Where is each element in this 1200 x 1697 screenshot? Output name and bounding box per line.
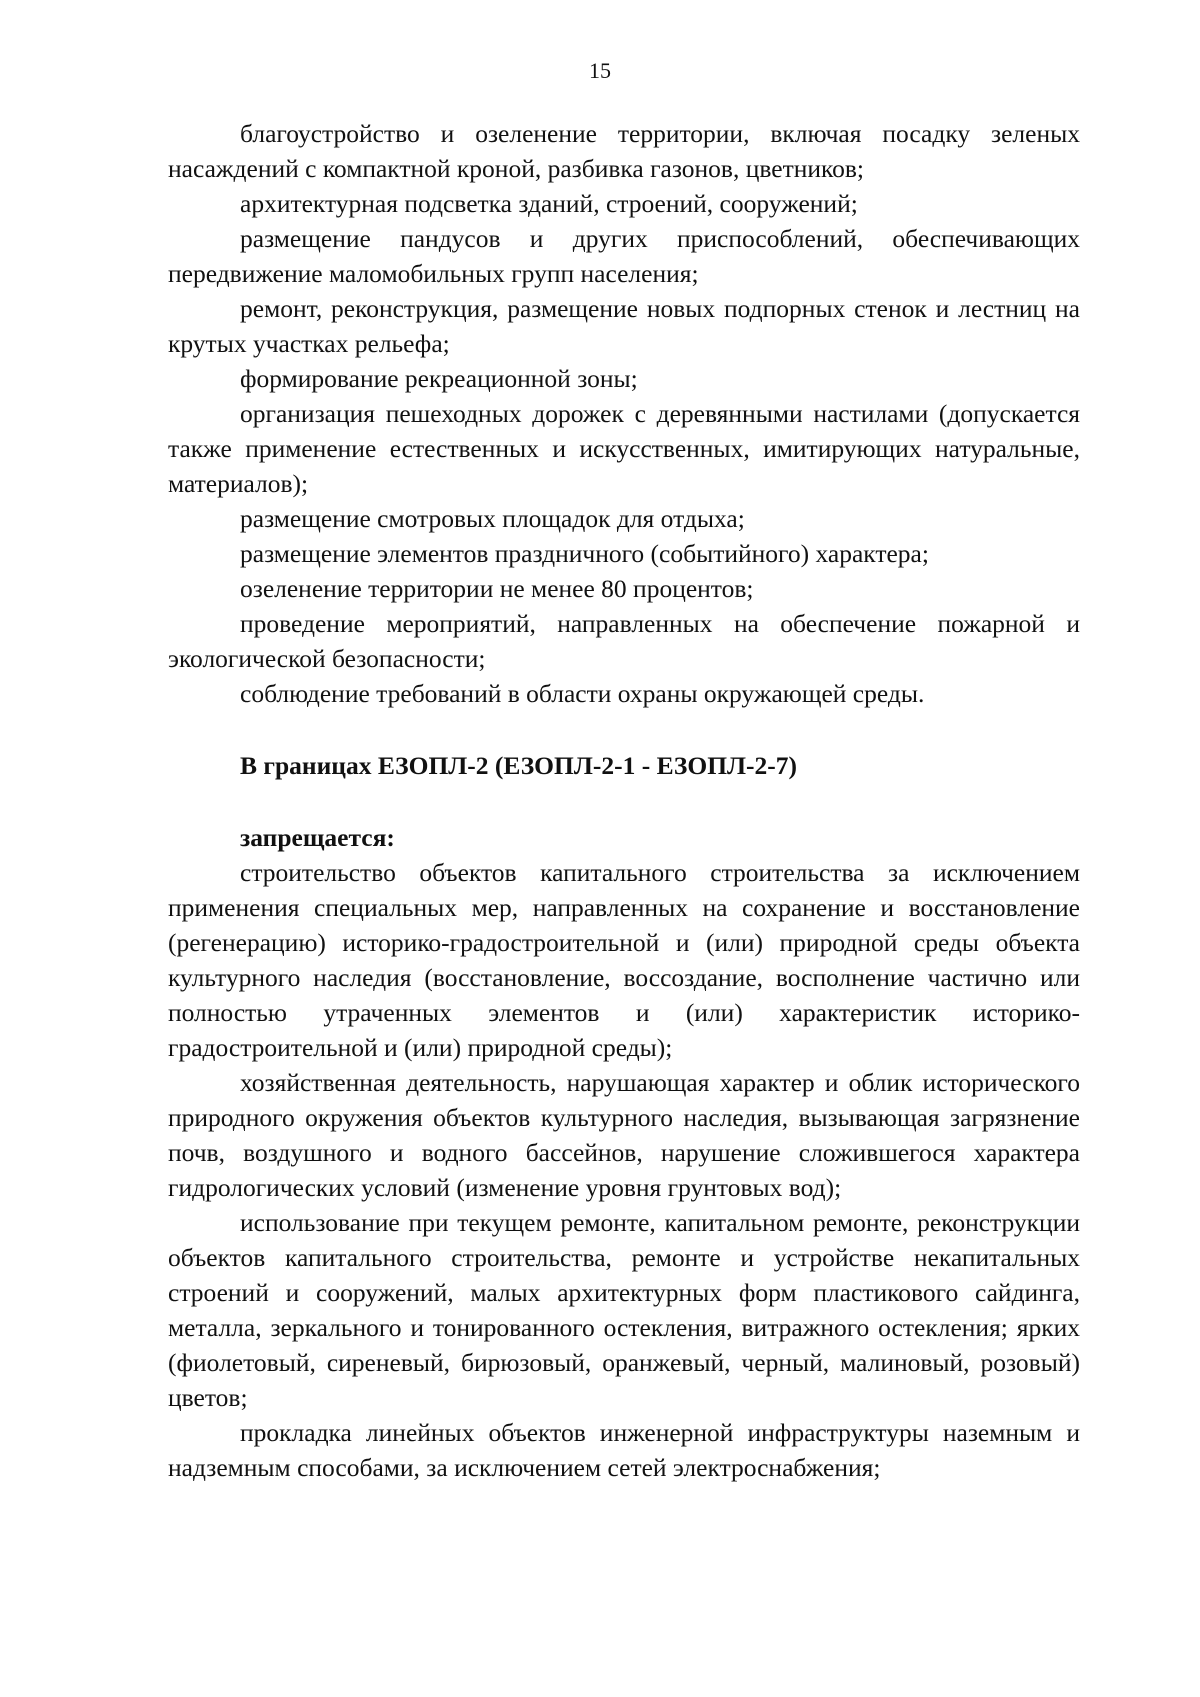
paragraph-pedestrian-paths: организация пешеходных дорожек с деревянными настилами (допускается также применение естественных и искусственных, имитирующих натуральные, материалов); — [168, 399, 1080, 498]
section-heading: В границах ЕЗОПЛ-2 (ЕЗОПЛ-2-1 - ЕЗОПЛ-2-7) — [240, 751, 798, 780]
paragraph-safety-measures: проведение мероприятий, направленных на обеспечение пожарной и экологической безопасности; — [168, 609, 1080, 673]
paragraph-recreation-zone: формирование рекреационной зоны; — [240, 364, 638, 393]
paragraph-ramps: размещение пандусов и других приспособлений, обеспечивающих передвижение маломобильных групп населения; — [168, 224, 1080, 288]
paragraph-viewing-platforms: размещение смотровых площадок для отдыха; — [240, 504, 745, 533]
paragraph-environmental-requirements: соблюдение требований в области охраны окружающей среды. — [240, 679, 925, 708]
page-number: 15 — [589, 58, 611, 83]
paragraph-construction-prohibited: строительство объектов капитального строительства за исключением применения специальных мер, направленных на сохранение и восстановление (регенерацию) историко-градостроительной и (или) природной среды объекта культурного наследия (восстановление, воссоздание, восполнение частично или полностью утраченных элементов и (или) характеристик историко-градостроительной и (или) природной среды); — [168, 858, 1080, 1062]
paragraph-greening: озеленение территории не менее 80 процентов; — [240, 574, 754, 603]
prohibited-subheading: запрещается: — [240, 823, 395, 852]
paragraph-materials-colors: использование при текущем ремонте, капитальном ремонте, реконструкции объектов капитального строительства, ремонте и устройстве некапитальных строений и сооружений, малых архитектурных форм пластикового сайдинга, металла, зеркального и тонированного остекления, витражного остекления; ярких (фиолетовый, сиреневый, бирюзовый, оранжевый, черный, малиновый, розовый) цветов; — [168, 1208, 1080, 1412]
paragraph-economic-activity: хозяйственная деятельность, нарушающая характер и облик исторического природного окружения объектов культурного наследия, вызывающая загрязнение почв, воздушного и водного бассейнов, нарушение сложившегося характера гидрологических условий (изменение уровня грунтовых вод); — [168, 1068, 1080, 1202]
paragraph-linear-infrastructure: прокладка линейных объектов инженерной инфраструктуры наземным и надземным способами, за исключением сетей электроснабжения; — [168, 1418, 1080, 1482]
paragraph-landscaping: благоустройство и озеленение территории, включая посадку зеленых насаждений с компактной кроной, разбивка газонов, цветников; — [168, 119, 1080, 183]
document-body — [168, 116, 1080, 1485]
paragraph-festive-elements: размещение элементов праздничного (событийного) характера; — [240, 539, 929, 568]
paragraph-lighting: архитектурная подсветка зданий, строений, сооружений; — [240, 189, 858, 218]
paragraph-retaining-walls: ремонт, реконструкция, размещение новых подпорных стенок и лестниц на крутых участках рельефа; — [168, 294, 1080, 358]
